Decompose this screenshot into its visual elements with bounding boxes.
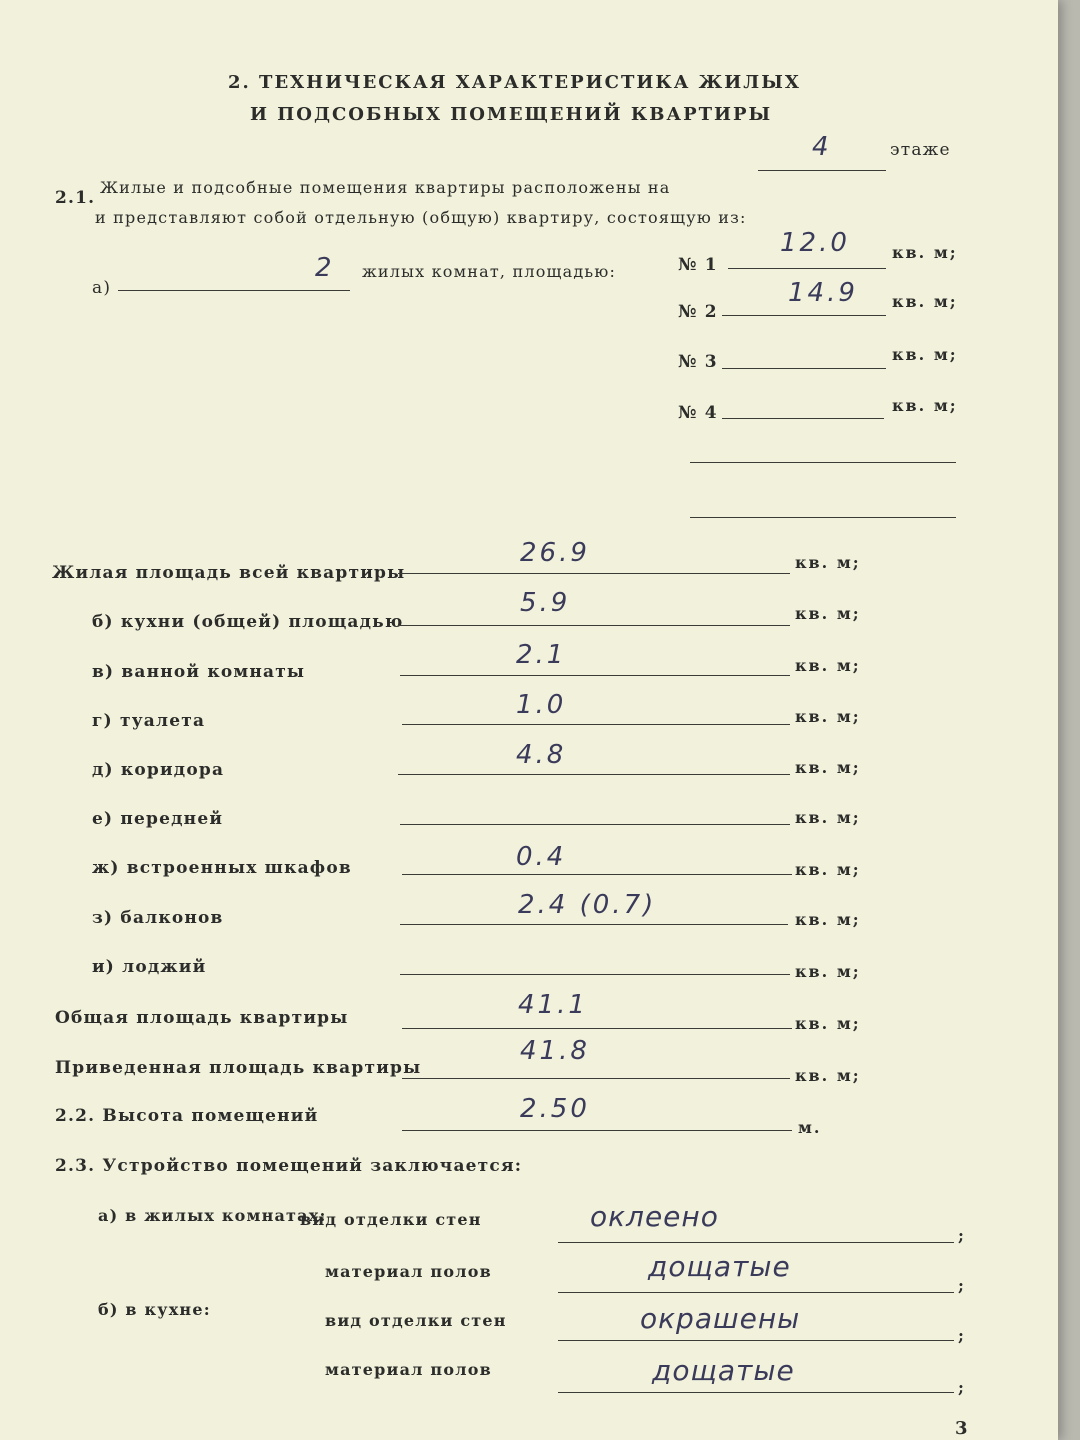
kitchen-walls-label: вид отделки стен — [325, 1311, 507, 1330]
living-floors-line — [558, 1292, 954, 1293]
room-1-unit: кв. м; — [892, 243, 958, 262]
balconies-area-value: 2.4 (0.7) — [518, 890, 657, 920]
rooms-a-label: а) — [92, 278, 112, 298]
balconies-area-unit: кв. м; — [795, 910, 861, 929]
reduced-area-label: Приведенная площадь квартиры — [55, 1058, 422, 1078]
living-area-unit: кв. м; — [795, 553, 861, 572]
room-1-value: 12.0 — [780, 228, 850, 258]
room-1-line — [728, 268, 886, 269]
toilet-area-unit: кв. м; — [795, 707, 861, 726]
living-floors-value: дощатые — [648, 1250, 791, 1283]
floor-suffix: этаже — [890, 140, 951, 160]
room-2-unit: кв. м; — [892, 292, 958, 311]
ceiling-height-line — [402, 1130, 792, 1131]
room-2-value: 14.9 — [788, 278, 858, 308]
floor-line — [758, 170, 886, 171]
room-3-line — [722, 368, 886, 369]
toilet-area-value: 1.0 — [516, 690, 567, 720]
total-area-line — [402, 1028, 792, 1029]
section-2-1-number: 2.1. — [55, 188, 96, 208]
rooms-text: жилых комнат, площадью: — [362, 262, 617, 281]
room-3-label: № 3 — [678, 352, 718, 372]
corridor-area-line — [398, 774, 790, 775]
finishing-section-label: 2.3. Устройство помещений заключается: — [55, 1156, 523, 1176]
hall-area-line — [400, 824, 790, 825]
rooms-count-value: 2 — [315, 253, 335, 283]
hall-area-unit: кв. м; — [795, 808, 861, 827]
corridor-area-value: 4.8 — [516, 740, 567, 770]
kitchen-area-line — [398, 625, 790, 626]
ceiling-height-label: 2.2. Высота помещений — [55, 1106, 319, 1126]
living-floors-semicolon: ; — [958, 1276, 966, 1295]
total-area-value: 41.1 — [518, 990, 588, 1020]
living-rooms-label: а) в жилых комнатах: — [98, 1206, 327, 1225]
kitchen-floors-value: дощатые — [652, 1354, 795, 1387]
closets-area-label: ж) встроенных шкафов — [92, 858, 352, 878]
reduced-area-line — [402, 1078, 790, 1079]
balconies-area-label: з) балконов — [92, 908, 224, 928]
blank-line-1 — [690, 462, 956, 463]
section-2-1-text: Жилые и подсобные помещения квартиры расположены на — [100, 178, 671, 197]
loggias-area-label: и) лоджий — [92, 957, 207, 977]
living-walls-value: оклеено — [590, 1200, 719, 1233]
closets-area-line — [402, 874, 792, 875]
kitchen-floors-semicolon: ; — [958, 1378, 966, 1397]
kitchen-walls-line — [558, 1340, 954, 1341]
loggias-area-line — [400, 974, 790, 975]
living-walls-semicolon: ; — [958, 1226, 966, 1245]
bathroom-area-unit: кв. м; — [795, 656, 861, 675]
page-number: 3 — [955, 1418, 968, 1439]
reduced-area-value: 41.8 — [520, 1036, 590, 1066]
room-1-label: № 1 — [678, 255, 718, 275]
floor-value: 4 — [812, 132, 832, 162]
section-2-1-text2: и представляют собой отдельную (общую) квартиру, состоящую из: — [95, 208, 747, 227]
room-2-label: № 2 — [678, 302, 718, 322]
corridor-area-label: д) коридора — [92, 760, 225, 780]
balconies-area-line — [400, 924, 788, 925]
section-title-line1: 2. ТЕХНИЧЕСКАЯ ХАРАКТЕРИСТИКА ЖИЛЫХ — [228, 72, 801, 93]
ceiling-height-value: 2.50 — [520, 1094, 590, 1124]
bathroom-area-label: в) ванной комнаты — [92, 662, 306, 682]
total-area-unit: кв. м; — [795, 1014, 861, 1033]
closets-area-value: 0.4 — [516, 842, 567, 872]
kitchen-area-value: 5.9 — [520, 588, 571, 618]
living-area-line — [398, 573, 790, 574]
loggias-area-unit: кв. м; — [795, 962, 861, 981]
kitchen-area-unit: кв. м; — [795, 604, 861, 623]
living-area-value: 26.9 — [520, 538, 590, 568]
kitchen-area-label: б) кухни (общей) площадью — [92, 612, 404, 632]
toilet-area-label: г) туалета — [92, 711, 206, 731]
closets-area-unit: кв. м; — [795, 860, 861, 879]
room-2-line — [722, 315, 886, 316]
kitchen-walls-value: окрашены — [640, 1302, 801, 1335]
total-area-label: Общая площадь квартиры — [55, 1008, 349, 1028]
kitchen-floors-label: материал полов — [325, 1360, 492, 1379]
kitchen-walls-semicolon: ; — [958, 1326, 966, 1345]
section-title-line2: И ПОДСОБНЫХ ПОМЕЩЕНИЙ КВАРТИРЫ — [250, 104, 773, 125]
room-4-line — [722, 418, 884, 419]
hall-area-label: е) передней — [92, 809, 224, 829]
room-3-unit: кв. м; — [892, 345, 958, 364]
bathroom-area-line — [400, 675, 790, 676]
living-floors-label: материал полов — [325, 1262, 492, 1281]
living-area-label: Жилая площадь всей квартиры — [52, 563, 406, 583]
blank-line-2 — [690, 517, 956, 518]
bathroom-area-value: 2.1 — [516, 640, 567, 670]
living-walls-label: вид отделки стен — [300, 1210, 482, 1229]
rooms-count-line — [118, 290, 350, 291]
ceiling-height-unit: м. — [798, 1118, 822, 1137]
room-4-label: № 4 — [678, 403, 718, 423]
kitchen-floors-line — [558, 1392, 954, 1393]
living-walls-line — [558, 1242, 954, 1243]
toilet-area-line — [402, 724, 790, 725]
room-4-unit: кв. м; — [892, 396, 958, 415]
kitchen-label: б) в кухне: — [98, 1300, 211, 1319]
page-edge — [1058, 0, 1080, 1440]
reduced-area-unit: кв. м; — [795, 1066, 861, 1085]
corridor-area-unit: кв. м; — [795, 758, 861, 777]
